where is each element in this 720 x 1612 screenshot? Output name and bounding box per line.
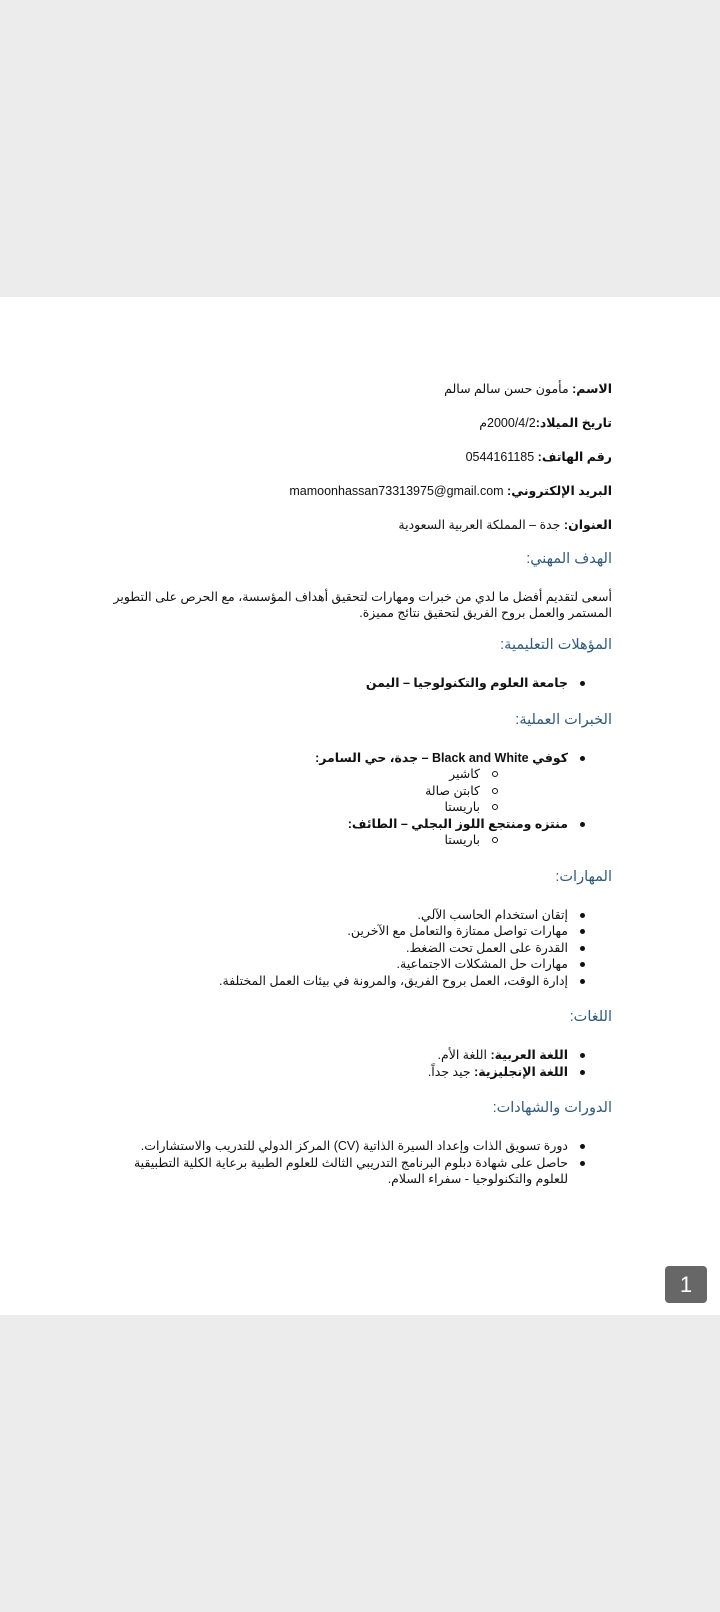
objective-text: أسعى لتقديم أفضل ما لدي من خبرات ومهارات لتحقيق أهداف المؤسسة، مع الحرص على التطوير المستمر والعمل بروح الفريق لتحقيق نتائج مميزة.: [113, 590, 612, 620]
email-label: البريد الإلكتروني:: [507, 484, 612, 498]
address-label: العنوان:: [563, 518, 612, 532]
document-page: [0, 297, 720, 1315]
skill-item: إتقان استخدام الحاسب الآلي.: [112, 907, 612, 924]
name-value: مأمون حسن سالم سالم: [444, 382, 569, 396]
job-title-prefix: كوفي: [532, 750, 568, 765]
language-label: اللغة الإنجليزية:: [474, 1064, 568, 1079]
job-roles: [112, 766, 568, 816]
job-role: باريستا: [112, 832, 568, 849]
experience-heading: الخبرات العملية:: [515, 711, 612, 728]
address-line: [112, 517, 612, 534]
education-list: [112, 675, 612, 692]
job-title: منتزه ومنتجع اللوز البجلي – الطائف:: [347, 816, 568, 831]
courses-list: [112, 1138, 612, 1188]
email-value[interactable]: mamoonhassan73313975@gmail.com: [289, 484, 504, 498]
job-title: [315, 751, 568, 765]
name-line: [112, 381, 612, 398]
dob-label: تاريخ الميلاد:: [535, 416, 612, 430]
objective-heading: الهدف المهني:: [526, 551, 612, 567]
address-value: جدة – المملكة العربية السعودية: [398, 518, 561, 532]
education-item: جامعة العلوم والتكنولوجيا – اليمن: [112, 675, 612, 692]
course-item: دورة تسويق الذات وإعداد السيرة الذاتية (CV) المركز الدولي للتدريب والاستشارات.: [112, 1138, 612, 1155]
language-value: اللغة الأم.: [437, 1048, 487, 1062]
language-item: [112, 1047, 612, 1064]
skills-list: [112, 907, 612, 990]
language-item: [112, 1064, 612, 1081]
phone-label: رقم الهاتف:: [537, 450, 612, 464]
job-title-brand: Black and White: [432, 750, 529, 765]
courses-heading: الدورات والشهادات:: [492, 1100, 612, 1116]
name-label: الاسم:: [572, 382, 612, 396]
job-item: [112, 750, 612, 816]
language-value: جيد جداً.: [427, 1064, 471, 1079]
language-label: اللغة العربية:: [490, 1048, 568, 1062]
job-item: [112, 816, 612, 849]
page-number-badge[interactable]: 1: [665, 1266, 707, 1303]
phone-value: 0544161185: [465, 450, 535, 464]
resume-body: [112, 381, 612, 1208]
languages-heading: اللغات:: [569, 1009, 612, 1025]
course-item: حاصل على شهادة دبلوم البرنامج التدريبي الثالث للعلوم الطبية برعاية الكلية التطبيقية للعلوم والتكنولوجيا - سفراء السلام.: [112, 1155, 612, 1188]
job-roles: [112, 832, 568, 849]
skill-item: إدارة الوقت، العمل بروح الفريق، والمرونة في بيئات العمل المختلفة.: [112, 973, 612, 990]
skill-item: مهارات حل المشكلات الاجتماعية.: [112, 956, 612, 973]
job-role: باريستا: [112, 799, 568, 816]
job-role: كابتن صالة: [112, 783, 568, 800]
phone-line: [112, 449, 612, 466]
languages-list: [112, 1047, 612, 1080]
job-role: كاشير: [112, 766, 568, 783]
dob-line: [112, 415, 612, 432]
dob-value: 2000/4/2م: [479, 416, 536, 430]
education-heading: المؤهلات التعليمية:: [500, 637, 612, 653]
job-title-suffix: – جدة، حي السامر:: [315, 750, 429, 765]
skills-heading: المهارات:: [555, 868, 612, 885]
skill-item: مهارات تواصل ممتازة والتعامل مع الآخرين.: [112, 923, 612, 940]
email-line: [112, 483, 612, 500]
experience-list: [112, 750, 612, 849]
skill-item: القدرة على العمل تحت الضغط.: [112, 940, 612, 957]
